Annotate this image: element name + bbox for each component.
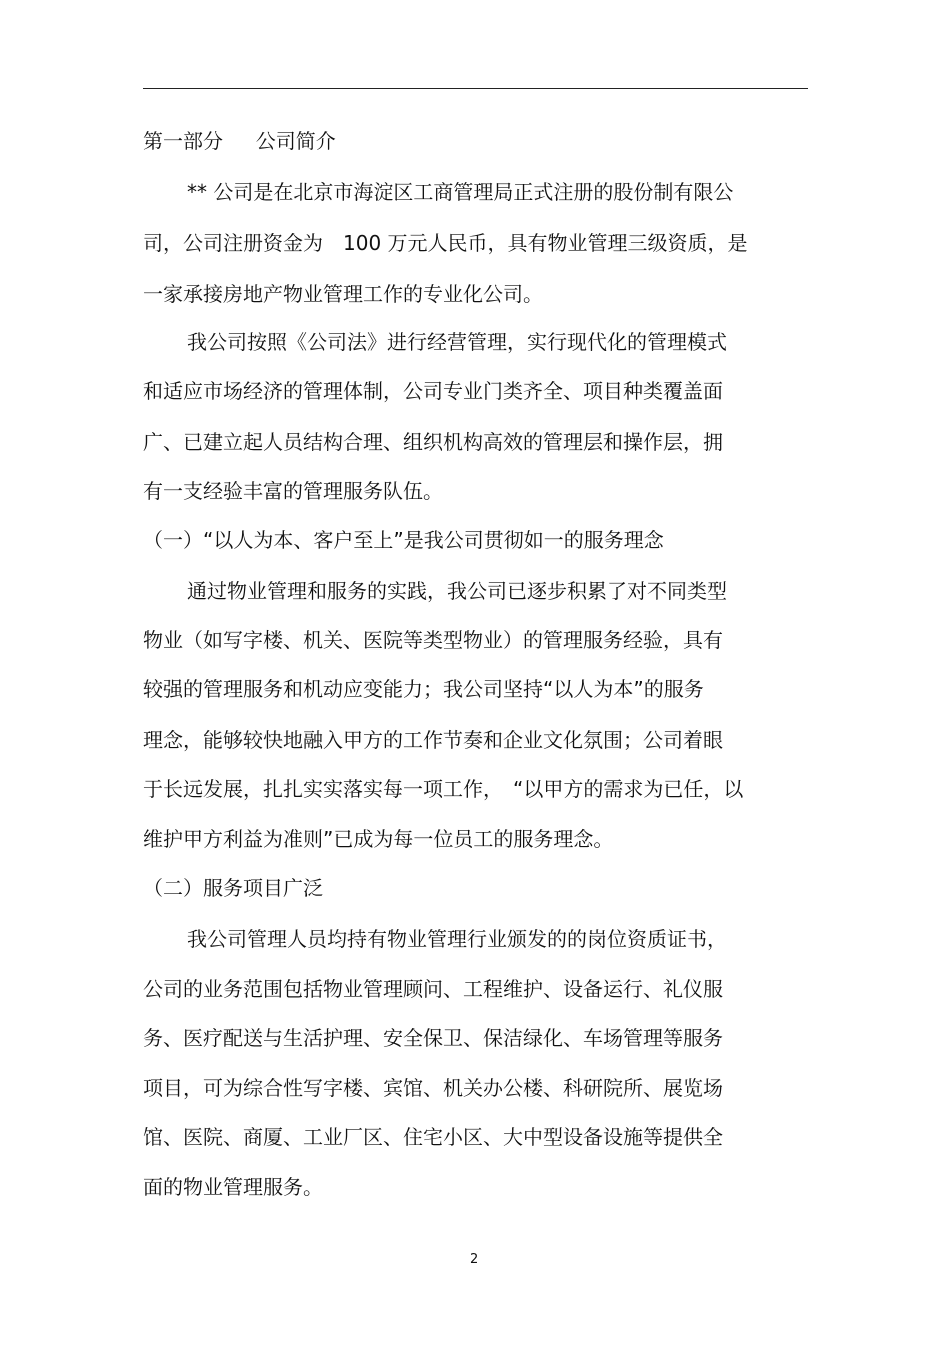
paragraph-line: ** 公司是在北京市海淀区工商管理局正式注册的股份制有限公 (187, 180, 734, 204)
paragraph-line: 有一支经验丰富的管理服务队伍。 (143, 479, 443, 503)
paragraph-line: 我公司管理人员均持有物业管理行业颁发的的岗位资质证书， (187, 927, 727, 951)
paragraph-line: 较强的管理服务和机动应变能力；我公司坚持“以人为本”的服务 (143, 677, 704, 701)
subheading: （一）“以人为本、客户至上”是我公司贯彻如一的服务理念 (143, 528, 664, 552)
paragraph-line: 我公司按照《公司法》进行经营管理，实行现代化的管理模式 (187, 330, 727, 354)
paragraph-line: 面的物业管理服务。 (143, 1175, 323, 1199)
header-rule (143, 88, 808, 89)
paragraph-line: 司，公司注册资金为 100 万元人民币，具有物业管理三级资质，是 (143, 231, 748, 255)
paragraph-line: 物业（如写字楼、机关、医院等类型物业）的管理服务经验，具有 (143, 628, 723, 652)
page-number: 2 (470, 1252, 479, 1267)
section-heading: 第一部分 公司简介 (143, 129, 336, 153)
paragraph-line: 于长远发展，扎扎实实落实每一项工作， “以甲方的需求为已任，以 (143, 777, 744, 801)
paragraph-line: 和适应市场经济的管理体制，公司专业门类齐全、项目种类覆盖面 (143, 379, 723, 403)
paragraph-line: 广、已建立起人员结构合理、组织机构高效的管理层和操作层，拥 (143, 430, 723, 454)
paragraph-line: 一家承接房地产物业管理工作的专业化公司。 (143, 282, 543, 306)
paragraph-line: 公司的业务范围包括物业管理顾问、工程维护、设备运行、礼仪服 (143, 977, 723, 1001)
paragraph-line: 通过物业管理和服务的实践，我公司已逐步积累了对不同类型 (187, 579, 727, 603)
paragraph-line: 务、医疗配送与生活护理、安全保卫、保洁绿化、车场管理等服务 (143, 1026, 723, 1050)
subheading: （二）服务项目广泛 (143, 876, 323, 900)
paragraph-line: 馆、医院、商厦、工业厂区、住宅小区、大中型设备设施等提供全 (143, 1125, 723, 1149)
paragraph-line: 项目，可为综合性写字楼、宾馆、机关办公楼、科研院所、展览场 (143, 1076, 723, 1100)
paragraph-line: 理念，能够较快地融入甲方的工作节奏和企业文化氛围；公司着眼 (143, 728, 723, 752)
paragraph-line: 维护甲方利益为准则”已成为每一位员工的服务理念。 (143, 827, 614, 851)
